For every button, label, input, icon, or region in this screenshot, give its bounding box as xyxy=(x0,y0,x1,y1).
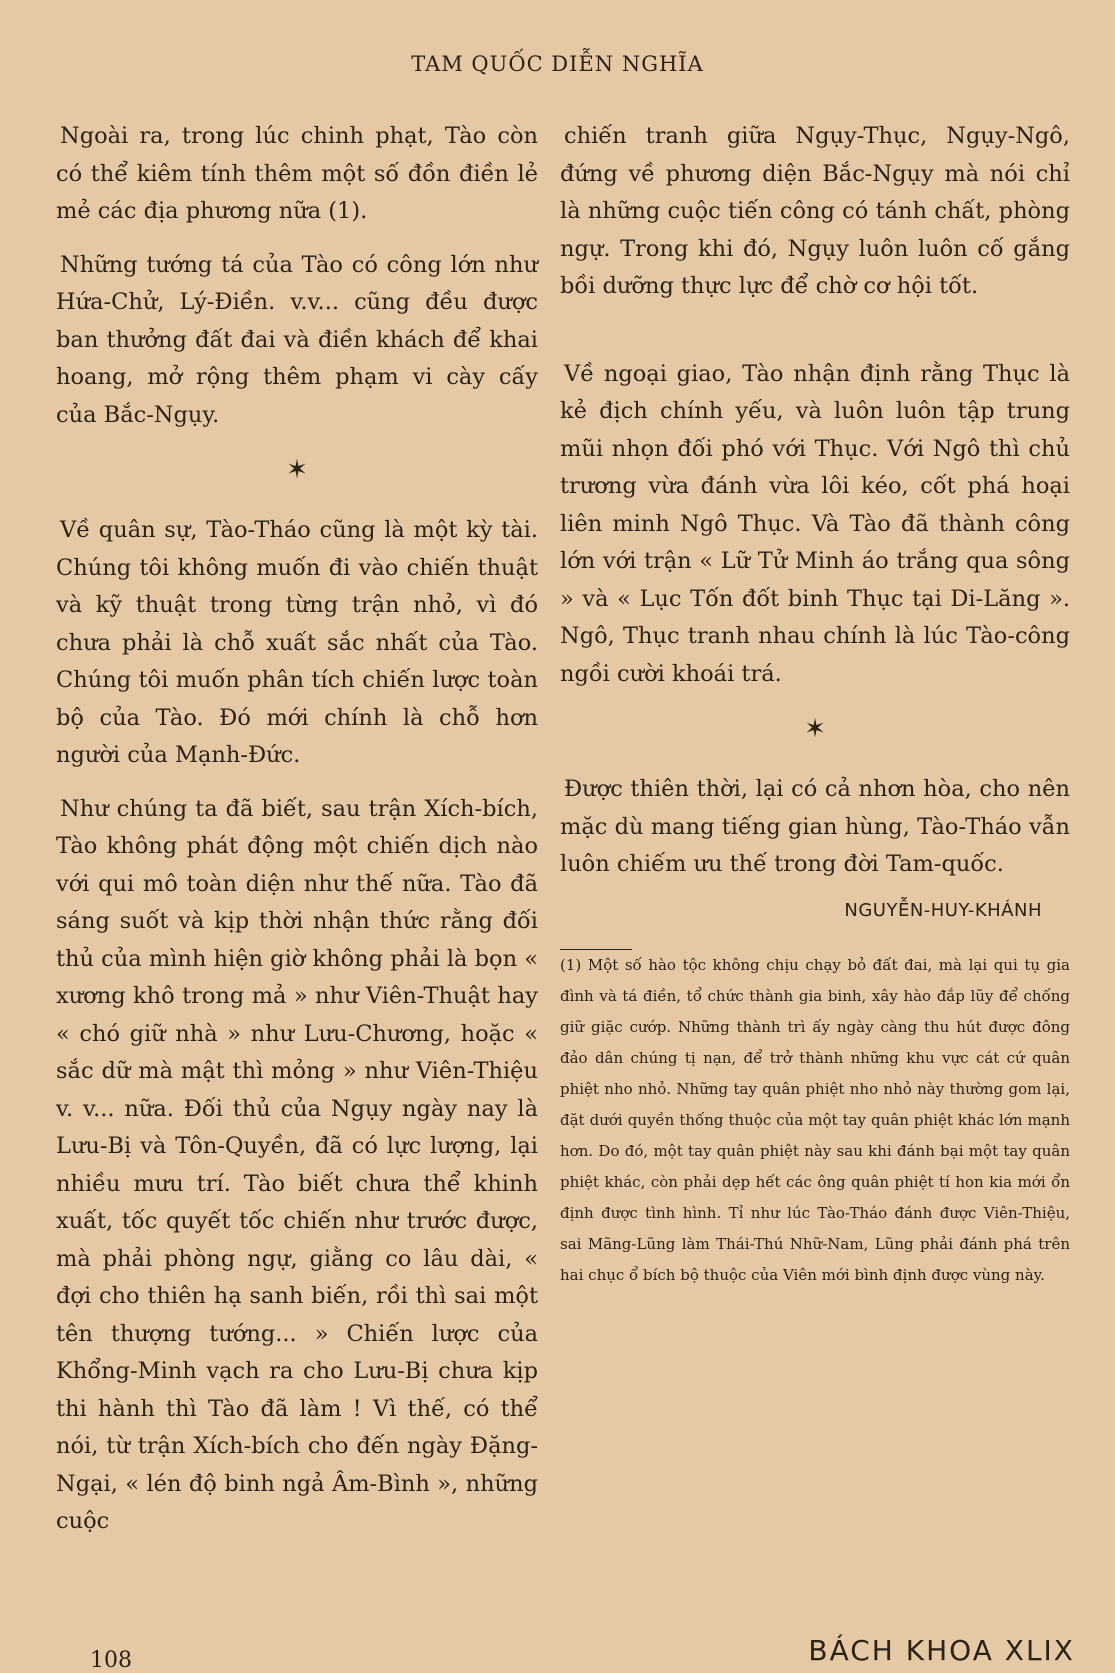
paragraph: Được thiên thời, lại có cả nhơn hòa, cho nên mặc dù mang tiếng gian hùng, Tào-Tháo vẫn luôn chiếm ưu thế trong đời Tam-quốc. xyxy=(560,776,1070,877)
page-number: 108 xyxy=(90,1648,132,1673)
section-divider-star-icon: ✶ xyxy=(286,455,308,485)
page-header: TAM QUỐC DIỄN NGHĨA xyxy=(411,52,704,76)
left-column xyxy=(56,118,538,1557)
paragraph: chiến tranh giữa Ngụy-Thục, Ngụy-Ngô, đứng về phương diện Bắc-Ngụy mà nói chỉ là những cuộc tiến công có tánh chất, phòng ngự. Trong khi đó, Ngụy luôn luôn cố gắng bồi dưỡng thực lực để chờ cơ hội tốt. xyxy=(560,123,1070,299)
footnote: (1) Một số hào tộc không chịu chạy bỏ đất đai, mà lại qui tụ gia đình và tá điền, tổ chức thành gia binh, xây hào đắp lũy để chống giữ giặc cướp. Những thành trì ấy ngày càng thu hút được đông đảo dân chúng tị nạn, để trở thành những khu vực cát cứ quân phiệt nho nhỏ. Những tay quân phiệt nho nhỏ này thường gom lại, đặt dưới quyền thống thuộc của một tay quân phiệt khác lớn mạnh hơn. Do đó, một tay quân phiệt này sau khi đánh bại một tay quân phiệt khác, còn phải dẹp hết các ông quân phiệt tí hon kia mới ổn định được tình hình. Tỉ như lúc Tào-Tháo đánh được Viên-Thiệu, sai Mãng-Lũng làm Thái-Thú Nhữ-Nam, Lũng phải đánh phá trên hai chục ổ bích bộ thuộc của Viên mới bình định được vùng này. xyxy=(560,955,1070,1284)
right-column xyxy=(560,118,1070,1291)
paragraph: Về ngoại giao, Tào nhận định rằng Thục là kẻ địch chính yếu, và luôn luôn tập trung mũi nhọn đối phó với Thục. Với Ngô thì chủ trương vừa đánh vừa lôi kéo, cốt phá hoại liên minh Ngô Thục. Và Tào đã thành công lớn với trận « Lữ Tử Minh áo trắng qua sông » và « Lục Tốn đốt binh Thục tại Di-Lăng ». Ngô, Thục tranh nhau chính là lúc Tào-công ngồi cười khoái trá. xyxy=(560,360,1070,687)
paragraph: Những tướng tá của Tào có công lớn như Hứa-Chử, Lý-Điền. v.v... cũng đều được ban thưởng đất đai và điền khách để khai hoang, mở rộng thêm phạm vi cày cấy của Bắc-Ngụy. xyxy=(56,251,538,428)
section-divider-star-icon: ✶ xyxy=(804,714,826,744)
author-signature: NGUYỄN-HUY-KHÁNH xyxy=(844,899,1042,921)
paragraph: Như chúng ta đã biết, sau trận Xích-bích, Tào không phát động một chiến dịch nào với qui mô toàn diện như thế nữa. Tào đã sáng suốt và kịp thời nhận thức rằng đối thủ của mình hiện giờ không phải là bọn « xương khô trong mả » như Viên-Thuật hay « chó giữ nhà » như Lưu-Chương, hoặc « sắc dữ mà mật thì mỏng » như Viên-Thiệu v. v... nữa. Đối thủ của Ngụy ngày nay là Lưu-Bị và Tôn-Quyền, đã có lực lượng, lại nhiều mưu trí. Tào biết chưa thể khinh xuất, tốc quyết tốc chiến như trước được, mà phải phòng ngự, giằng co lâu dài, « đợi cho thiên hạ sanh biến, rồi thì sai một tên thượng tướng... » Chiến lược của Khổng-Minh vạch ra cho Lưu-Bị chưa kịp thi hành thì Tào đã làm ! Vì thế, có thể nói, từ trận Xích-bích cho đến ngày Đặng-Ngại, « lén độ binh ngả Âm-Bình », những cuộc xyxy=(56,795,538,1534)
magazine-name: BÁCH KHOA XLIX xyxy=(808,1634,1075,1667)
paragraph: Ngoài ra, trong lúc chinh phạt, Tào còn có thể kiêm tính thêm một số đồn điền lẻ mẻ các địa phương nữa (1). xyxy=(56,123,538,224)
paragraph: Về quân sự, Tào-Tháo cũng là một kỳ tài. Chúng tôi không muốn đi vào chiến thuật và kỹ thuật trong từng trận nhỏ, vì đó chưa phải là chỗ xuất sắc nhất của Tào. Chúng tôi muốn phân tích chiến lược toàn bộ của Tào. Đó mới chính là chỗ hơn người của Mạnh-Đức. xyxy=(56,517,538,768)
